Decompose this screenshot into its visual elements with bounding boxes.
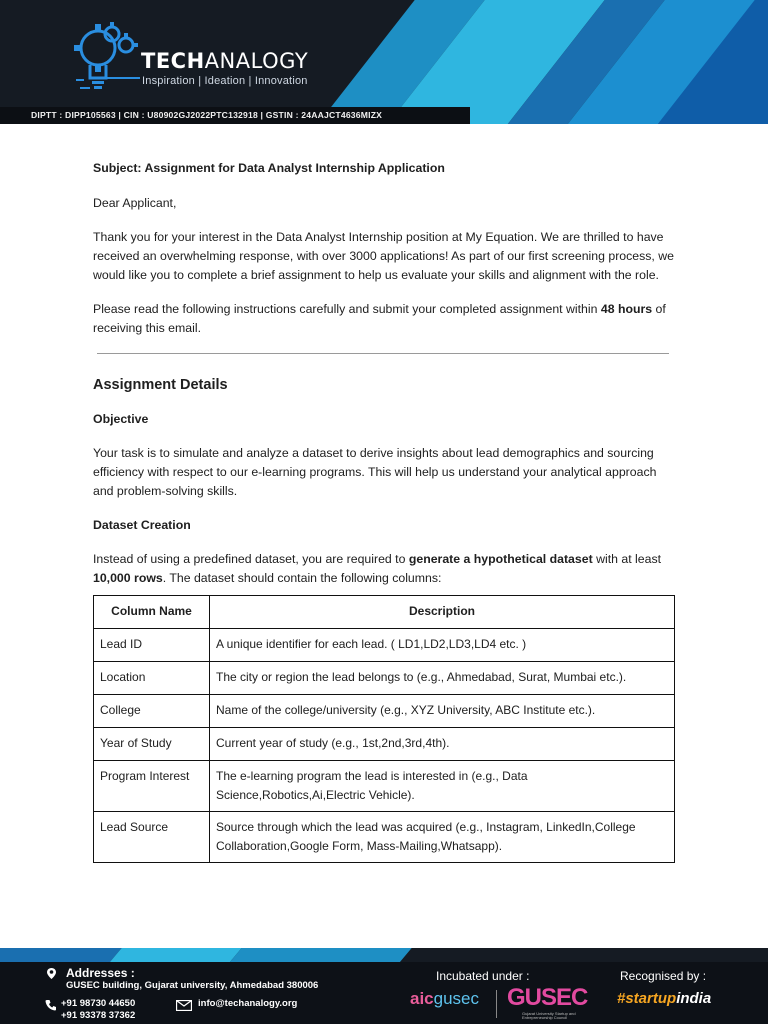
letter-subject: Subject: Assignment for Data Analyst Internship Application [93, 161, 445, 175]
footer-email[interactable]: info@techanalogy.org [198, 998, 298, 1009]
column-name-cell: Year of Study [94, 728, 210, 761]
phone-number[interactable]: +91 98730 44650 [61, 998, 136, 1009]
description-cell: Source through which the lead was acquired (e.g., Instagram, LinkedIn,College Collaboration,Google Form, Mass-Mailing,Whatsapp). [210, 812, 675, 863]
table-row [94, 629, 675, 662]
table-row [94, 812, 675, 863]
footer-stripe [110, 948, 250, 962]
letterhead-header [0, 0, 768, 124]
phone-number[interactable]: +91 93378 37362 [61, 1010, 136, 1021]
incubated-label: Incubated under : [436, 969, 530, 983]
description-cell: A unique identifier for each lead. ( LD1,LD2,LD3,LD4 etc. ) [210, 629, 675, 662]
bulb-gear-icon [68, 18, 140, 98]
footer-content [0, 962, 768, 1024]
table-header-cell: Description [210, 596, 675, 629]
column-name-cell: Lead ID [94, 629, 210, 662]
registration-numbers: DIPTT : DIPP105563 | CIN : U80902GJ2022PTC132918 | GSTIN : 24AAJCT4636MIZX [0, 107, 470, 124]
description-cell: The city or region the lead belongs to (e.g., Ahmedabad, Surat, Mumbai etc.). [210, 662, 675, 695]
footer-phones [61, 998, 135, 1022]
addresses-label: Addresses : [66, 966, 135, 980]
dataset-columns-table [93, 595, 675, 863]
phone-icon [45, 999, 57, 1011]
description-cell: Name of the college/university (e.g., XYZ University, ABC Institute etc.). [210, 695, 675, 728]
dataset-text: Instead of using a predefined dataset, you are required to generate a hypothetical dataset with at least 10,000 rows. The dataset should contain the following columns: [93, 552, 662, 585]
column-name-cell: Location [94, 662, 210, 695]
column-name-cell: College [94, 695, 210, 728]
company-logo [68, 18, 328, 98]
gusec-logo: GUSEC [507, 984, 588, 1011]
description-cell: The e-learning program the lead is interested in (e.g., Data Science,Robotics,Ai,Electric Vehicle). [210, 761, 675, 812]
brand-tagline: Inspiration | Ideation | Innovation [142, 75, 308, 87]
salutation: Dear Applicant, [93, 196, 177, 210]
letter-body [93, 159, 675, 863]
startupindia-logo: #startupindia [617, 990, 712, 1007]
intro-paragraph: Thank you for your interest in the Data Analyst Internship position at My Equation. We are thrilled to have received an overwhelming response, with over 3000 applications! As part of our first screening process, we would like you to complete a brief assignment to help us evaluate your skills and alignment with the role. [93, 230, 674, 282]
instructions-paragraph: Please read the following instructions carefully and submit your completed assignment within 48 hours of receiving this email. [93, 302, 666, 335]
gusec-logo-subtitle: Gujarat University Startup and Entrepreneurship Council [522, 1011, 576, 1020]
column-name-cell: Lead Source [94, 812, 210, 863]
assignment-heading: Assignment Details [93, 377, 228, 393]
objective-text: Your task is to simulate and analyze a dataset to derive insights about lead demographics and sourcing efficiency with respect to our e-learning programs. This will help us understand your analytical approach and problem-solving skills. [93, 446, 657, 498]
mail-icon [176, 1000, 192, 1011]
table-row [94, 662, 675, 695]
column-name-cell: Program Interest [94, 761, 210, 812]
table-row [94, 728, 675, 761]
logo-separator [496, 990, 497, 1018]
table-header-row [94, 596, 675, 629]
description-cell: Current year of study (e.g., 1st,2nd,3rd,4th). [210, 728, 675, 761]
objective-heading: Objective [93, 412, 149, 426]
recognised-label: Recognised by : [620, 969, 707, 983]
section-divider [97, 353, 669, 354]
letterhead-footer [0, 948, 768, 1024]
table-row [94, 761, 675, 812]
footer-stripe [230, 948, 420, 962]
brand-name: TECHANALOGY [141, 49, 309, 73]
aic-gusec-logo: aicgusec [410, 989, 480, 1008]
table-header-cell: Column Name [94, 596, 210, 629]
location-pin-icon [46, 967, 57, 980]
table-row [94, 695, 675, 728]
dataset-heading: Dataset Creation [93, 518, 191, 532]
footer-address: GUSEC building, Gujarat university, Ahmedabad 380006 [66, 980, 319, 991]
